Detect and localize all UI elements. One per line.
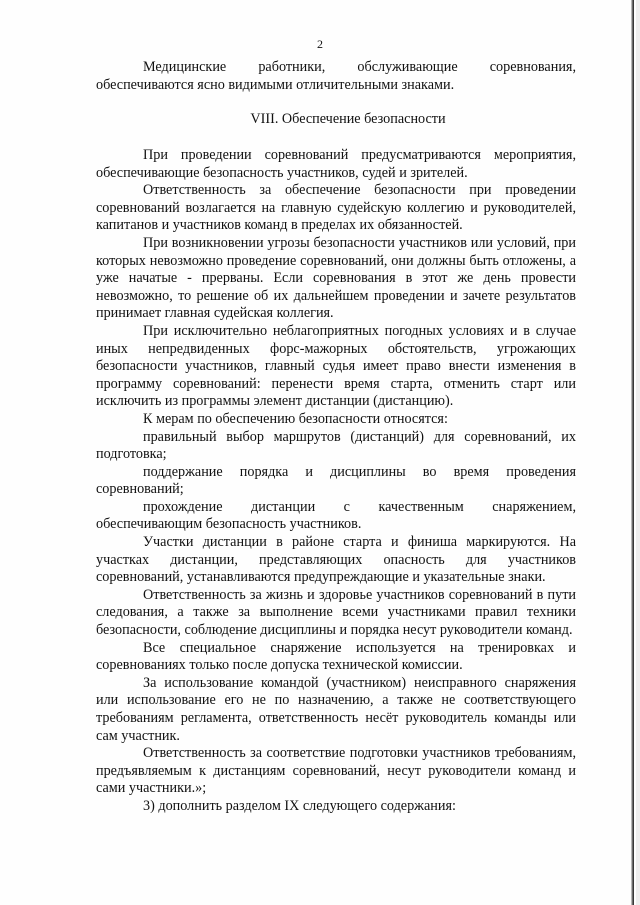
paragraph-text: При возникновении угрозы безопасности участников или условий, при которых невозможно проведение соревнований, они должны быть отложены, а уже начатые - прерваны. Если соревнования в этот же день провести невозможно, то решение об их дальнейшем проведении и зачете результатов принимает главная судейская коллегия. [96,234,576,322]
paragraph-text: правильный выбор маршрутов (дистанций) для соревнований, их подготовка; [96,428,576,463]
paragraph-text: Медицинские работники, обслуживающие соревнования, обеспечиваются ясно видимыми отличительными знаками. [96,59,576,93]
paragraph-text: За использование командой (участником) неисправного снаряжения или использование его не по назначению, а также не соответствующего требованиям регламента, ответственность несёт руководитель команды или сам участник. [96,674,576,744]
paragraph-text: К мерам по обеспечению безопасности относятся: [143,410,448,427]
paragraph-text: Все специальное снаряжение используется на тренировках и соревнованиях только после допуска технической комиссии. [96,639,576,674]
page-number: 2 [317,37,323,51]
paragraph-medical-staff [96,59,576,94]
paragraph-text: Ответственность за обеспечение безопасности при проведении соревнований возлагается на главную судейскую коллегию и руководителей, капитанов и участников команд в пределах их обязанностей. [96,182,576,234]
scan-edge-shadow [631,0,634,905]
paragraph-text: Ответственность за соответствие подготовки участников требованиям, предъявляемым к дистанциям соревнований, несут руководители команд и сами участники.»; [96,745,576,797]
section-body [96,147,576,816]
paragraph-text: Ответственность за жизнь и здоровье участников соревнований в пути следования, а также за выполнение всеми участниками правил техники безопасности, соблюдение дисциплины и порядка несут руководители команд. [96,586,576,639]
section-title: VIII. Обеспечение безопасности [250,111,446,127]
paragraph-text: прохождение дистанции с качественным снаряжением, обеспечивающим безопасность участников. [96,498,576,533]
paragraph-text: При проведении соревнований предусматриваются мероприятия, обеспечивающие безопасность участников, судей и зрителей. [96,147,576,181]
paragraph-text: поддержание порядка и дисциплины во время проведения соревнований; [96,463,576,498]
paragraph-text: При исключительно неблагоприятных погодных условиях и в случае иных непредвиденных форс-мажорных обстоятельств, угрожающих безопасности участников, главный судья имеет право внести изменения в программу соревнований: перенести время старта, отменить старт или исключить из программы элемент дистанции (дистанцию). [96,322,576,410]
paragraph-text: Участки дистанции в районе старта и финиша маркируются. На участках дистанции, представляющих опасность для участников соревнований, устанавливаются предупреждающие и указательные знаки. [96,534,576,586]
section-heading [96,111,576,129]
scan-edge [636,0,640,905]
paragraph-text: 3) дополнить разделом IX следующего содержания: [143,797,456,814]
